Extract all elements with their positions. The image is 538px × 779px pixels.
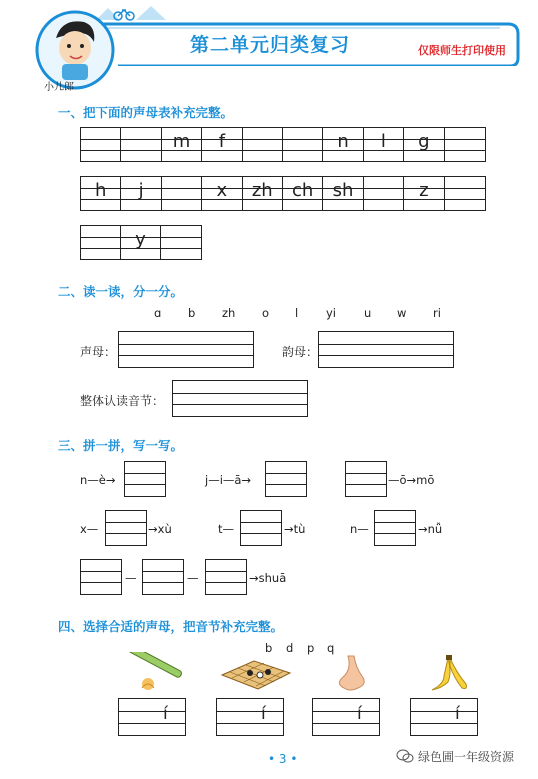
letter: zh [222,306,236,320]
grid-cell[interactable] [364,177,404,210]
yunmu-label: 韵母： [282,345,319,359]
pinyin-prompt: x— [80,522,99,536]
grid-cell: l [364,128,404,161]
section4-heading: 四、选择合适的声母，把音节补充完整。 [58,619,284,634]
grid-cell[interactable] [161,226,201,259]
nose-picture [330,654,374,694]
pinyin-prompt: j—i—ā→ [205,473,252,487]
weiqi-board-picture [216,657,292,691]
pinyin-answer-box[interactable] [205,559,247,595]
pinyin-result: →nǚ [418,522,443,536]
grid-cell: zh [243,177,283,210]
pinyin-answer-box[interactable] [374,510,416,546]
grid-cell[interactable] [81,128,121,161]
avatar-caption: 小儿郎 [44,82,74,93]
pinyin-prompt: n—è→ [80,473,116,487]
page-number: • 3 • [268,752,298,766]
syllable-text: í [357,704,362,724]
pinyin-result: →xù [148,522,172,536]
yunmu-answer-box[interactable] [318,331,454,368]
syllable-text: í [455,704,460,724]
grid-cell[interactable] [243,128,283,161]
option-letter: b [265,641,273,655]
syllable-answer-box[interactable] [312,698,380,736]
shengmu-answer-box[interactable] [118,331,254,368]
option-letter: d [286,641,294,655]
shengmu-label: 声母： [80,345,117,359]
shengmu-grid-row2 [80,176,486,211]
print-note: 仅限师生打印使用 [418,44,506,57]
grid-cell: h [81,177,121,210]
syllable-text: í [163,704,168,724]
grid-cell[interactable] [162,177,202,210]
zhengti-label: 整体认读音节： [80,394,165,408]
shengmu-grid-row1 [80,127,486,162]
grid-cell[interactable] [121,128,161,161]
section3-heading: 三、拼一拼，写一写。 [58,438,184,453]
grid-cell: ch [283,177,323,210]
pinyin-answer-box[interactable] [240,510,282,546]
grid-cell: y [121,226,161,259]
grid-cell[interactable] [283,128,323,161]
zhengti-answer-box[interactable] [172,380,308,417]
grid-cell: x [202,177,242,210]
dash: — [125,571,137,585]
option-letter: p [307,641,315,655]
letters-list [150,306,450,320]
pinyin-answer-box[interactable] [142,559,184,595]
page-title: 第二单元归类复习 [190,34,351,56]
letter: u [364,306,372,320]
pinyin-prompt: t— [218,522,235,536]
pinyin-answer-box[interactable] [80,559,122,595]
grid-cell[interactable] [445,177,485,210]
letter: ɑ [154,306,162,320]
syllable-answer-box[interactable] [216,698,284,736]
letter: o [262,306,270,320]
letter: l [295,306,299,320]
pinyin-result: →shuā [249,571,287,585]
options-list [265,641,345,655]
section1-heading: 一、把下面的声母表补充完整。 [58,105,234,120]
wechat-icon [396,748,414,764]
letter: yi [326,306,337,320]
syllable-text: í [261,704,266,724]
pinyin-answer-box[interactable] [265,461,307,497]
pinyin-answer-box[interactable] [105,510,147,546]
letter: ri [433,306,441,320]
grid-cell[interactable] [445,128,485,161]
grid-cell: sh [323,177,363,210]
pinyin-answer-box[interactable] [124,461,166,497]
syllable-answer-box[interactable] [410,698,478,736]
pinyin-result: —ō→mō [388,473,435,487]
grid-cell[interactable] [81,226,121,259]
banana-peel-picture [426,654,472,694]
grid-cell: f [202,128,242,161]
flute-picture [118,652,188,694]
pinyin-result: →tù [284,522,306,536]
grid-cell: z [404,177,444,210]
syllable-answer-box[interactable] [118,698,186,736]
grid-cell: g [404,128,444,161]
watermark: 绿色圃一年级资源 [418,750,515,764]
shengmu-grid-row3 [80,225,202,260]
pinyin-prompt: n— [350,522,369,536]
option-letter: q [327,641,335,655]
dash: — [187,571,199,585]
grid-cell: m [162,128,202,161]
letter: w [397,306,407,320]
pinyin-answer-box[interactable] [345,461,387,497]
section2-heading: 二、读一读，分一分。 [58,284,184,299]
grid-cell: n [323,128,363,161]
letter: b [188,306,196,320]
grid-cell: j [121,177,161,210]
